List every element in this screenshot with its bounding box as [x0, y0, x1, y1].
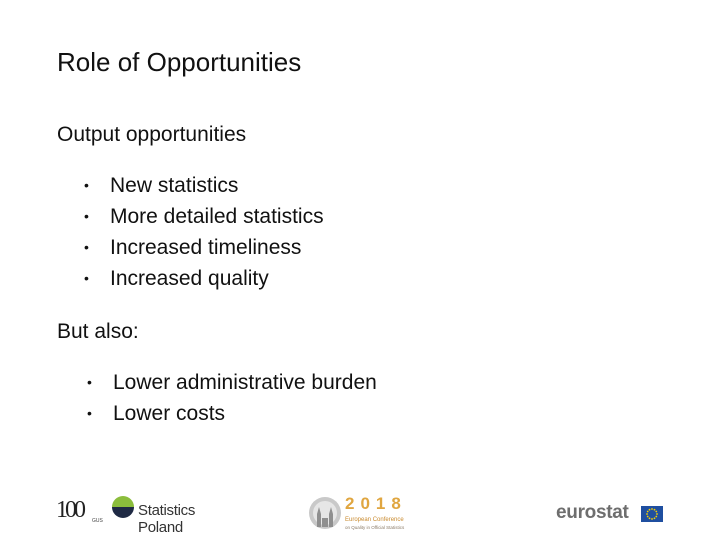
bullet-icon: •	[84, 177, 89, 193]
section-heading-but-also: But also:	[57, 320, 139, 343]
list-item	[84, 201, 324, 232]
bullet-icon: •	[84, 208, 89, 224]
statistics-poland-name: Statistics Poland	[138, 502, 196, 536]
list-item	[87, 367, 377, 398]
list-item-text: New statistics	[110, 174, 239, 197]
list-item-text: More detailed statistics	[110, 205, 324, 228]
list-item	[87, 398, 377, 429]
but-also-list	[87, 367, 377, 429]
eurostat-wordmark: eurostat	[556, 502, 629, 523]
conference-subtitle: on Quality in Official Statistics	[345, 525, 405, 530]
slide-title: Role of Opportunities	[57, 47, 302, 77]
eu-flag-icon	[641, 506, 663, 522]
european-conference-logo	[308, 494, 418, 534]
output-opportunities-list	[84, 170, 324, 294]
section-heading-output: Output opportunities	[57, 123, 247, 146]
conference-year: 2018	[345, 494, 407, 513]
bullet-icon: •	[84, 239, 89, 255]
conference-name: European Conference	[345, 517, 404, 523]
list-item	[84, 232, 324, 263]
list-item-text: Increased quality	[110, 267, 269, 290]
statistics-poland-logo	[56, 493, 241, 536]
gus-circle-icon	[112, 496, 134, 518]
gus-mini-label: GUS	[92, 518, 103, 524]
list-item	[84, 170, 324, 201]
bullet-icon: •	[87, 374, 92, 390]
list-item-text: Lower administrative burden	[113, 371, 377, 394]
list-item-text: Lower costs	[113, 402, 226, 425]
cathedral-icon	[308, 494, 342, 532]
list-item	[84, 263, 324, 294]
list-item-text: Increased timeliness	[110, 236, 302, 259]
eurostat-logo	[556, 502, 666, 528]
bullet-icon: •	[84, 270, 89, 286]
bullet-icon: •	[87, 405, 92, 421]
gus-100-mark: 100	[56, 497, 83, 523]
